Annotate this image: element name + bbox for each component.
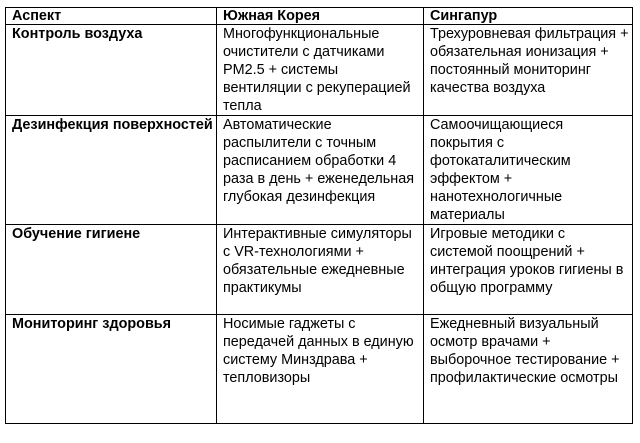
table-row (6, 315, 633, 424)
aspect-cell: Обучение гигиене (6, 225, 217, 315)
table-row (6, 25, 633, 116)
singapore-cell: Ежедневный визуальный осмотр врачами + выборочное тестирование + профилактические осмотры (424, 315, 633, 424)
aspect-cell: Контроль воздуха (6, 25, 217, 116)
header-aspect: Аспект (6, 8, 217, 25)
korea-cell: Интерактивные симуляторы с VR-технологиями + обязательные ежедневные практикумы (217, 225, 424, 315)
comparison-table (5, 7, 633, 424)
table-row (6, 116, 633, 225)
header-singapore: Сингапур (424, 8, 633, 25)
aspect-cell: Мониторинг здоровья (6, 315, 217, 424)
korea-cell: Носимые гаджеты с передачей данных в единую систему Минздрава + тепловизоры (217, 315, 424, 424)
table-row (6, 225, 633, 315)
header-south-korea: Южная Корея (217, 8, 424, 25)
korea-cell: Многофункциональные очистители с датчиками PM2.5 + системы вентиляции с рекуперацией тепла (217, 25, 424, 116)
singapore-cell: Самоочищающиеся покрытия с фотокаталитическим эффектом + нанотехнологичные материалы (424, 116, 633, 225)
singapore-cell: Игровые методики с системой поощрений + интеграция уроков гигиены в общую программу (424, 225, 633, 315)
header-row (6, 8, 633, 25)
singapore-cell: Трехуровневая фильтрация + обязательная ионизация + постоянный мониторинг качества воздуха (424, 25, 633, 116)
aspect-cell: Дезинфекция поверхностей (6, 116, 217, 225)
korea-cell: Автоматические распылители с точным расписанием обработки 4 раза в день + еженедельная глубокая дезинфекция (217, 116, 424, 225)
